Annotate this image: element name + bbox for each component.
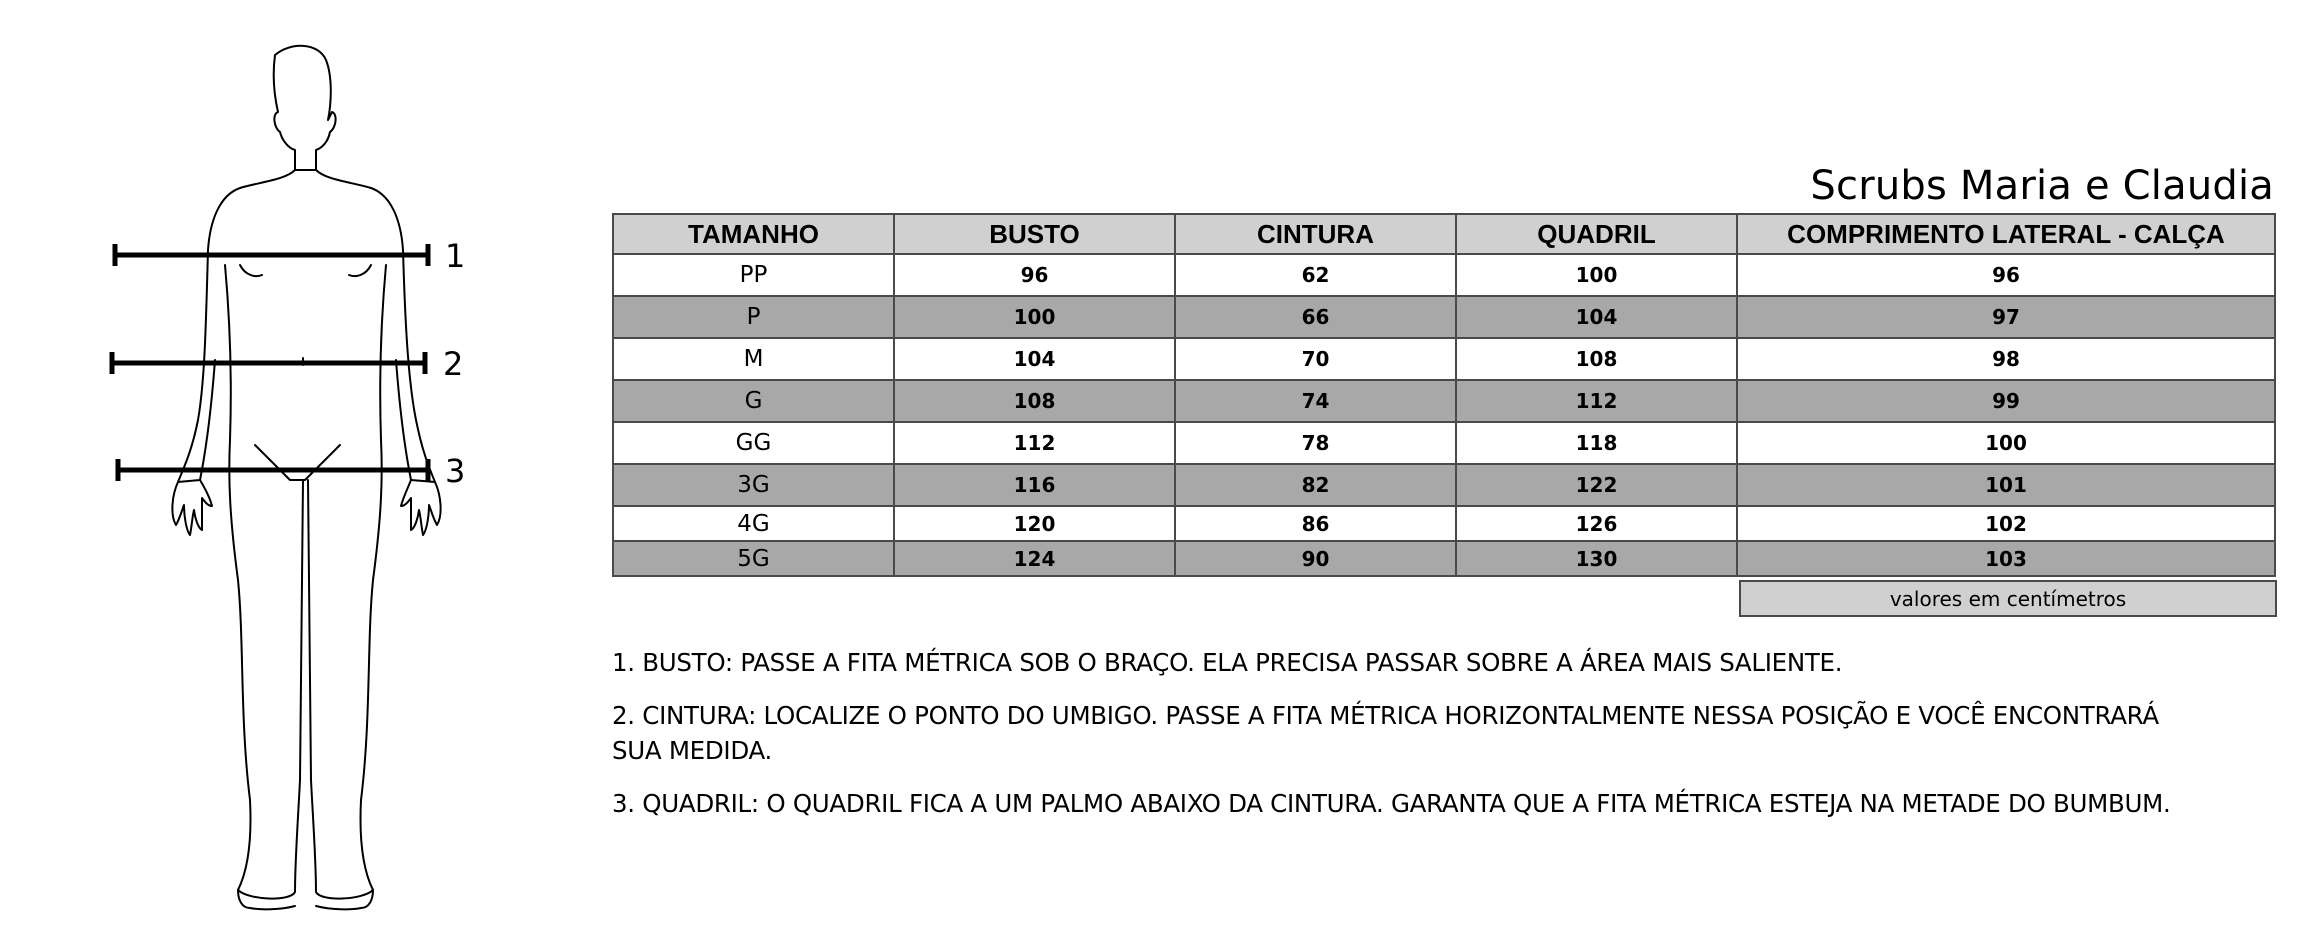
table-row (613, 422, 2275, 464)
marker-2: 2 (443, 345, 464, 383)
cell-cintura: 82 (1175, 464, 1456, 506)
cell-busto: 116 (894, 464, 1175, 506)
cell-size: G (613, 380, 894, 422)
cell-comprimento: 103 (1737, 541, 2275, 576)
cell-quadril: 118 (1456, 422, 1737, 464)
cell-size: GG (613, 422, 894, 464)
cell-size: 3G (613, 464, 894, 506)
header-quadril: QUADRIL (1456, 214, 1737, 254)
cell-quadril: 112 (1456, 380, 1737, 422)
cell-cintura: 74 (1175, 380, 1456, 422)
cell-busto: 120 (894, 506, 1175, 541)
cell-busto: 104 (894, 338, 1175, 380)
cell-comprimento: 96 (1737, 254, 2275, 296)
cell-size: M (613, 338, 894, 380)
cell-cintura: 66 (1175, 296, 1456, 338)
cell-busto: 100 (894, 296, 1175, 338)
cell-comprimento: 101 (1737, 464, 2275, 506)
cell-cintura: 78 (1175, 422, 1456, 464)
cell-cintura: 62 (1175, 254, 1456, 296)
body-measurement-figure (90, 20, 490, 920)
table-row (613, 296, 2275, 338)
human-outline-icon (172, 46, 440, 910)
cell-busto: 112 (894, 422, 1175, 464)
cell-comprimento: 98 (1737, 338, 2275, 380)
instruction-hip: 3. QUADRIL: O QUADRIL FICA A UM PALMO ABAIXO DA CINTURA. GARANTA QUE A FITA MÉTRICA ESTEJA NA METADE DO BUMBUM. (612, 789, 2171, 818)
cell-quadril: 104 (1456, 296, 1737, 338)
size-table (612, 213, 2276, 577)
table-row (613, 464, 2275, 506)
table-header-row (613, 214, 2275, 254)
table-row (613, 506, 2275, 541)
cell-size: PP (613, 254, 894, 296)
cell-cintura: 90 (1175, 541, 1456, 576)
header-busto: BUSTO (894, 214, 1175, 254)
cell-busto: 124 (894, 541, 1175, 576)
table-row (613, 254, 2275, 296)
instruction-bust: 1. BUSTO: PASSE A FITA MÉTRICA SOB O BRAÇO. ELA PRECISA PASSAR SOBRE A ÁREA MAIS SALIENTE. (612, 648, 1843, 677)
cell-quadril: 126 (1456, 506, 1737, 541)
cell-size: P (613, 296, 894, 338)
marker-1: 1 (445, 237, 466, 275)
marker-3: 3 (445, 452, 466, 490)
header-comprimento: COMPRIMENTO LATERAL - CALÇA (1737, 214, 2275, 254)
instruction-waist: 2. CINTURA: LOCALIZE O PONTO DO UMBIGO. PASSE A FITA MÉTRICA HORIZONTALMENTE NESSA POSIÇÃO E VOCÊ ENCONTRARÁ SUA MEDIDA. (612, 701, 2159, 765)
header-tamanho: TAMANHO (613, 214, 894, 254)
cell-quadril: 130 (1456, 541, 1737, 576)
product-title: Scrubs Maria e Claudia (1810, 163, 2274, 209)
cell-comprimento: 102 (1737, 506, 2275, 541)
measurement-instructions (612, 645, 2172, 839)
cell-quadril: 100 (1456, 254, 1737, 296)
header-cintura: CINTURA (1175, 214, 1456, 254)
cell-comprimento: 100 (1737, 422, 2275, 464)
cell-quadril: 108 (1456, 338, 1737, 380)
table-row (613, 338, 2275, 380)
cell-size: 5G (613, 541, 894, 576)
units-note: valores em centímetros (1739, 580, 2277, 617)
table-row (613, 380, 2275, 422)
cell-cintura: 86 (1175, 506, 1456, 541)
cell-busto: 96 (894, 254, 1175, 296)
cell-cintura: 70 (1175, 338, 1456, 380)
cell-size: 4G (613, 506, 894, 541)
cell-quadril: 122 (1456, 464, 1737, 506)
cell-busto: 108 (894, 380, 1175, 422)
cell-comprimento: 97 (1737, 296, 2275, 338)
cell-comprimento: 99 (1737, 380, 2275, 422)
table-row (613, 541, 2275, 576)
